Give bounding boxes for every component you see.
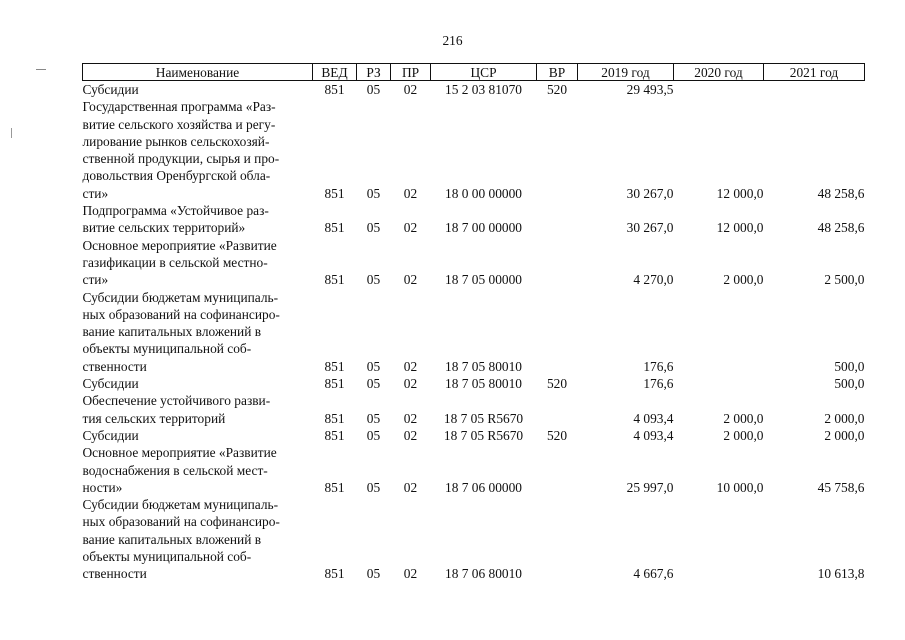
- table-row: [83, 81, 865, 99]
- amount-2020-cell: 2 000,0: [723, 427, 764, 443]
- table-row: [83, 237, 865, 289]
- amount-2021-cell: 48 258,6: [817, 185, 865, 201]
- table-row: [83, 496, 865, 582]
- pr-cell: 02: [403, 427, 418, 443]
- amount-2021-cell: 2 500,0: [824, 272, 865, 288]
- column-header-2021: 2021 год: [764, 64, 865, 81]
- rz-cell: 05: [366, 376, 381, 392]
- csr-cell: 18 7 05 80010: [445, 358, 522, 374]
- name-line: вание капитальных вложений в: [82, 324, 262, 340]
- pr-cell: 02: [403, 410, 418, 426]
- csr-cell: 18 7 05 80010: [445, 376, 522, 392]
- amount-2021-cell: [764, 81, 865, 99]
- rz-cell: 05: [366, 427, 381, 443]
- name-line: Субсидии: [82, 82, 139, 97]
- name-line: Основное мероприятие «Развитие: [82, 445, 277, 461]
- name-line: Субсидии бюджетам муниципаль-: [82, 497, 279, 513]
- name-line: витие сельского хозяйства и регу-: [82, 116, 276, 132]
- vr-cell: [537, 202, 578, 237]
- csr-cell: 18 7 05 R5670: [443, 410, 524, 426]
- ved-cell: 851: [324, 220, 345, 236]
- rz-cell: 05: [366, 220, 381, 236]
- rz-cell: 05: [366, 82, 381, 97]
- amount-2019-cell: 176,6: [643, 358, 674, 374]
- vr-cell: [537, 98, 578, 202]
- name-line: ственной продукции, сырья и про-: [82, 151, 280, 167]
- csr-cell: 18 7 00 00000: [445, 220, 522, 236]
- amount-2021-cell: 10 613,8: [817, 566, 865, 582]
- table-row: [83, 202, 865, 237]
- column-header-pr: ПР: [391, 64, 431, 81]
- name-line: витие сельских территорий»: [82, 220, 246, 236]
- name-line: тия сельских территорий: [82, 410, 226, 426]
- vr-cell: 520: [546, 376, 568, 392]
- table-row: [83, 289, 865, 375]
- amount-2019-cell: 25 997,0: [626, 479, 674, 495]
- table-body: [83, 81, 865, 583]
- amount-2021-cell: 45 758,6: [817, 479, 865, 495]
- vr-cell: [537, 496, 578, 582]
- name-line: водоснабжения в сельской мест-: [82, 462, 268, 478]
- column-header-ved: ВЕД: [313, 64, 357, 81]
- amount-2019-cell: 4 270,0: [633, 272, 674, 288]
- ved-cell: 851: [324, 376, 345, 392]
- amount-2020-cell: 2 000,0: [723, 272, 764, 288]
- amount-2019-cell: 4 667,6: [633, 566, 674, 582]
- ved-cell: 851: [324, 272, 345, 288]
- amount-2019-cell: 30 267,0: [626, 220, 674, 236]
- ved-cell: 851: [324, 185, 345, 201]
- pr-cell: 02: [403, 82, 418, 97]
- name-line: Обеспечение устойчивого разви-: [82, 393, 271, 409]
- name-cell: [83, 81, 313, 99]
- vr-cell: [537, 289, 578, 375]
- amount-2021-cell: 48 258,6: [817, 220, 865, 236]
- rz-cell: 05: [366, 566, 381, 582]
- amount-2019-cell: 4 093,4: [633, 410, 674, 426]
- rz-cell: 05: [366, 410, 381, 426]
- pr-cell: 02: [403, 479, 418, 495]
- rz-cell: 05: [366, 185, 381, 201]
- amount-2020-cell: 2 000,0: [723, 410, 764, 426]
- column-header-name: Наименование: [83, 64, 313, 81]
- name-cell: [83, 392, 313, 427]
- name-line: лирование рынков сельскохозяй-: [82, 133, 270, 149]
- name-line: Основное мероприятие «Развитие: [82, 237, 277, 253]
- csr-cell: 18 7 05 00000: [445, 272, 522, 288]
- name-cell: [83, 496, 313, 582]
- table-header-row: [83, 64, 865, 81]
- pr-cell: 02: [403, 376, 418, 392]
- amount-2019-cell: 4 093,4: [633, 427, 674, 443]
- pr-cell: 02: [403, 220, 418, 236]
- amount-2020-cell: [674, 289, 764, 375]
- name-line: ных образований на софинансиро-: [82, 514, 280, 530]
- name-cell: [83, 98, 313, 202]
- amount-2020-cell: [674, 375, 764, 392]
- name-cell: [83, 202, 313, 237]
- name-line: Государственная программа «Раз-: [82, 99, 276, 115]
- name-cell: [83, 237, 313, 289]
- table-row: [83, 392, 865, 427]
- amount-2019-cell: 176,6: [643, 376, 674, 392]
- csr-cell: 18 7 06 80010: [445, 566, 522, 582]
- name-line: Субсидии бюджетам муниципаль-: [82, 289, 279, 305]
- name-line: газификации в сельской местно-: [82, 254, 268, 270]
- name-line: Подпрограмма «Устойчивое раз-: [82, 203, 269, 219]
- csr-cell: 18 7 05 R5670: [443, 427, 524, 443]
- name-cell: [83, 375, 313, 392]
- name-line: довольствия Оренбургской обла-: [82, 168, 271, 184]
- amount-2020-cell: 12 000,0: [716, 185, 764, 201]
- page-number: 216: [442, 33, 463, 48]
- column-header-2020: 2020 год: [674, 64, 764, 81]
- ved-cell: 851: [324, 358, 345, 374]
- amount-2020-cell: [674, 81, 764, 99]
- name-line: объекты муниципальной соб-: [82, 549, 252, 565]
- pr-cell: 02: [403, 185, 418, 201]
- column-header-2019: 2019 год: [578, 64, 674, 81]
- name-line: ственности: [82, 566, 147, 582]
- amount-2021-cell: 2 000,0: [824, 410, 865, 426]
- margin-mark: [11, 128, 12, 138]
- margin-mark: [36, 69, 46, 70]
- name-line: ственности: [82, 358, 147, 374]
- amount-2020-cell: 10 000,0: [716, 479, 764, 495]
- name-line: сти»: [82, 272, 109, 288]
- amount-2021-cell: 500,0: [834, 358, 865, 374]
- ved-cell: 851: [324, 479, 345, 495]
- vr-cell: [537, 392, 578, 427]
- amount-2021-cell: 500,0: [834, 376, 865, 392]
- name-line: Субсидии: [82, 376, 139, 392]
- name-line: Субсидии: [82, 427, 139, 443]
- ved-cell: 851: [324, 427, 345, 443]
- name-cell: [83, 427, 313, 444]
- amount-2020-cell: [674, 496, 764, 582]
- name-line: ных образований на софинансиро-: [82, 306, 280, 322]
- name-line: ности»: [82, 479, 123, 495]
- table-row: [83, 98, 865, 202]
- name-line: сти»: [82, 185, 109, 201]
- amount-2019-cell: 30 267,0: [626, 185, 674, 201]
- table-row: [83, 444, 865, 496]
- name-cell: [83, 444, 313, 496]
- ved-cell: 851: [324, 410, 345, 426]
- name-line: вание капитальных вложений в: [82, 531, 262, 547]
- amount-2019-cell: 29 493,5: [626, 82, 674, 97]
- column-header-vr: ВР: [537, 64, 578, 81]
- amount-2021-cell: 2 000,0: [824, 427, 865, 443]
- pr-cell: 02: [403, 566, 418, 582]
- vr-cell: 520: [546, 427, 568, 443]
- name-line: объекты муниципальной соб-: [82, 341, 252, 357]
- ved-cell: 851: [324, 82, 345, 97]
- column-header-csr: ЦСР: [431, 64, 537, 81]
- csr-cell: 18 7 06 00000: [445, 479, 522, 495]
- amount-2020-cell: 12 000,0: [716, 220, 764, 236]
- vr-cell: [537, 237, 578, 289]
- csr-cell: 15 2 03 81070: [445, 82, 522, 97]
- vr-cell: 520: [546, 82, 568, 97]
- budget-table: [82, 63, 865, 583]
- table-row: [83, 427, 865, 444]
- pr-cell: 02: [403, 358, 418, 374]
- table-row: [83, 375, 865, 392]
- rz-cell: 05: [366, 479, 381, 495]
- pr-cell: 02: [403, 272, 418, 288]
- ved-cell: 851: [324, 566, 345, 582]
- rz-cell: 05: [366, 358, 381, 374]
- rz-cell: 05: [366, 272, 381, 288]
- name-cell: [83, 289, 313, 375]
- vr-cell: [537, 444, 578, 496]
- column-header-rz: РЗ: [357, 64, 391, 81]
- csr-cell: 18 0 00 00000: [445, 185, 522, 201]
